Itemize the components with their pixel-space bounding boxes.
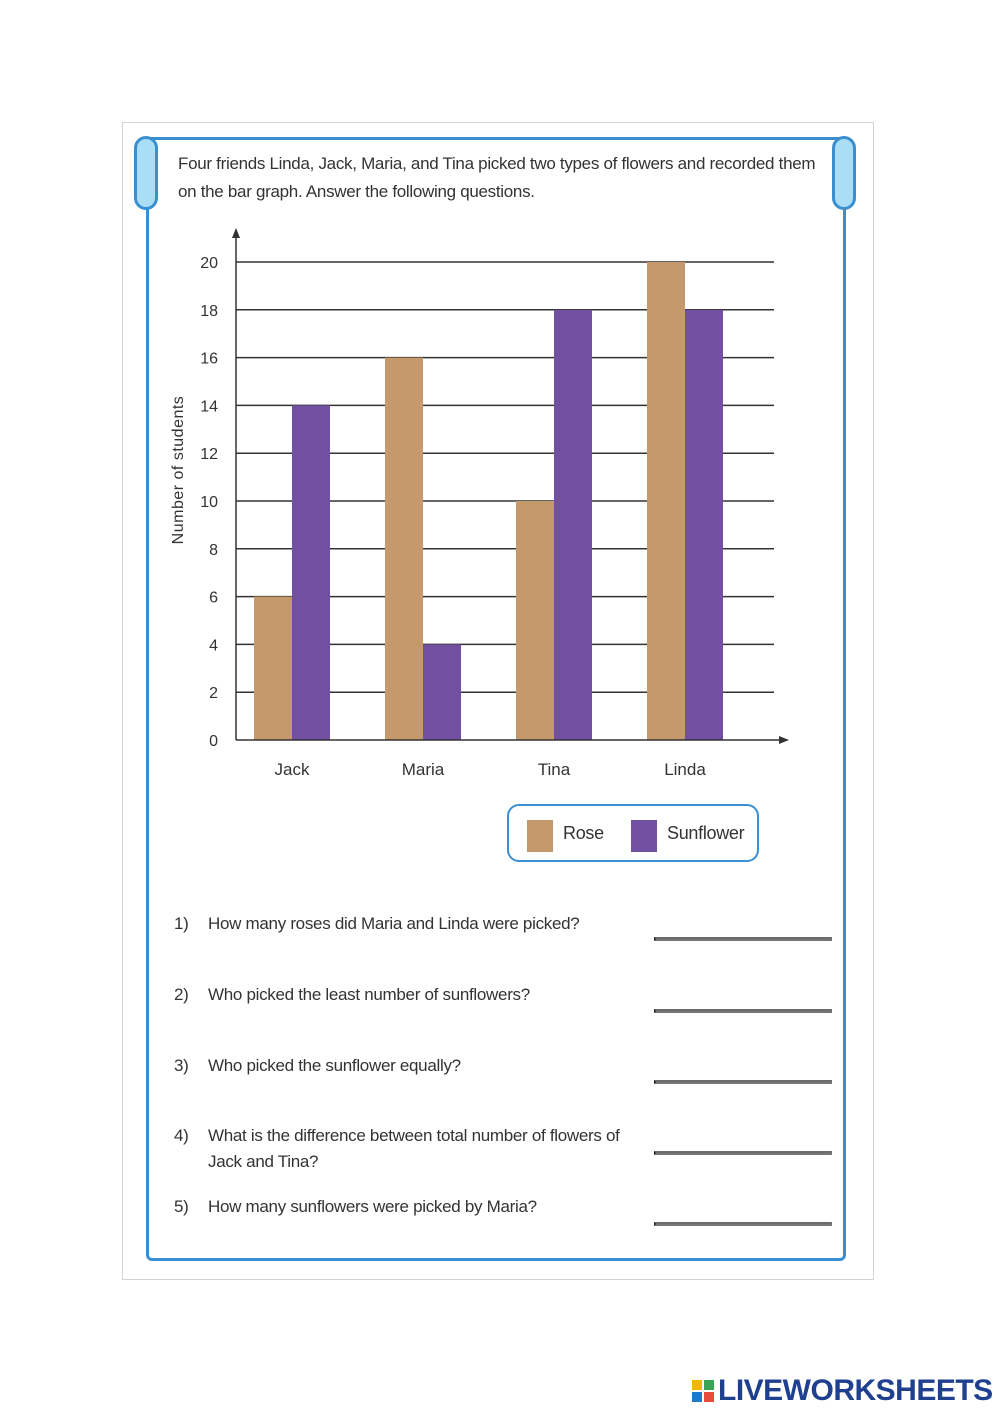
bar-sunflower-tina: [554, 310, 592, 740]
bar-rose-jack: [254, 597, 292, 740]
bar-rose-tina: [516, 501, 554, 740]
logo-square: [704, 1380, 714, 1390]
y-tick-label: 18: [200, 302, 218, 320]
bar-rose-maria: [385, 358, 423, 740]
question-number: 3): [174, 1056, 189, 1075]
bar-sunflower-jack: [292, 405, 330, 740]
y-tick-label: 8: [209, 541, 218, 559]
legend-swatch-rose: [527, 820, 553, 852]
logo-square: [692, 1392, 702, 1402]
bar-sunflower-maria: [423, 644, 461, 740]
x-tick-label: Maria: [401, 760, 445, 779]
y-tick-label: 14: [200, 398, 218, 416]
chart-legend: [507, 804, 759, 862]
answer-input-4[interactable]: [654, 1151, 832, 1155]
answer-input-3[interactable]: [654, 1080, 832, 1084]
y-tick-label: 16: [200, 350, 218, 368]
question-number: 4): [174, 1126, 189, 1145]
y-tick-label: 2: [209, 685, 218, 703]
liveworksheets-brand: [692, 1374, 993, 1408]
y-axis-label: Number of students: [170, 395, 187, 545]
y-tick-label: 6: [209, 589, 218, 607]
legend-label-rose: Rose: [563, 823, 604, 843]
legend-swatch-sunflower: [631, 820, 657, 852]
logo-square: [692, 1380, 702, 1390]
x-tick-label: Jack: [274, 760, 310, 779]
liveworksheets-logo-icon: [692, 1380, 714, 1402]
question-text: Who picked the least number of sunflowers?: [208, 985, 530, 1004]
x-axis-arrow: [779, 736, 789, 744]
logo-square: [704, 1392, 714, 1402]
bar-sunflower-linda: [685, 310, 723, 740]
question-text: Who picked the sunflower equally?: [208, 1056, 461, 1075]
question-text: What is the difference between total number of flowers of Jack and Tina?: [208, 1126, 620, 1171]
y-tick-label: 4: [209, 637, 218, 655]
question-text: How many roses did Maria and Linda were picked?: [208, 914, 580, 933]
answer-input-1[interactable]: [654, 937, 832, 941]
question-number: 5): [174, 1197, 189, 1216]
y-tick-label: 12: [200, 446, 218, 464]
question-number: 2): [174, 985, 189, 1004]
y-tick-label: 0: [209, 733, 218, 750]
answer-input-5[interactable]: [654, 1222, 832, 1226]
intro-text: Four friends Linda, Jack, Maria, and Tina picked two types of flowers and recorded them on the bar graph. Answer the following questions.: [178, 154, 816, 201]
y-tick-label: 20: [200, 255, 218, 272]
x-tick-label: Tina: [537, 760, 571, 779]
brand-name: LIVEWORKSHEETS: [718, 1374, 993, 1407]
bar-rose-linda: [647, 262, 685, 740]
y-axis-arrow: [232, 228, 240, 238]
answer-input-2[interactable]: [654, 1009, 832, 1013]
y-tick-label: 10: [200, 494, 218, 511]
question-number: 1): [174, 914, 189, 933]
question-text: How many sunflowers were picked by Maria?: [208, 1197, 537, 1216]
legend-label-sunflower: Sunflower: [667, 823, 745, 843]
x-tick-label: Linda: [664, 760, 706, 779]
